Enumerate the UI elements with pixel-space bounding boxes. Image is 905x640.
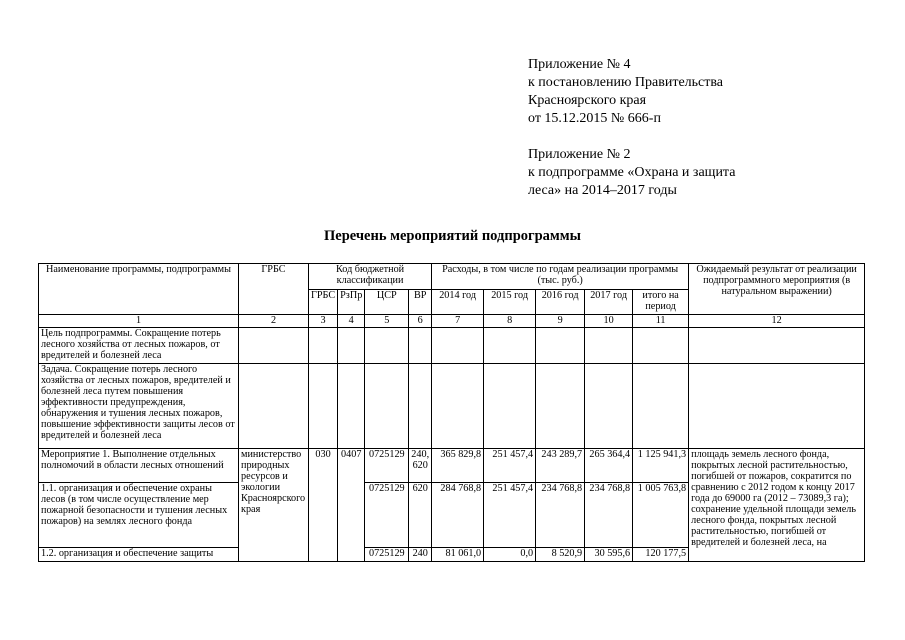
header-grbs: ГРБС	[239, 264, 309, 315]
row-2016: 243 289,7	[536, 449, 585, 483]
header-budget-code: Код бюджетной классификации	[309, 264, 432, 290]
subheader-csr: ЦСР	[365, 290, 409, 315]
row-grbs-name: министерство природных ресурсов и экологии Красноярского края	[239, 449, 309, 562]
row-total: 1 125 941,3	[633, 449, 689, 483]
column-number: 1	[39, 315, 239, 328]
column-number: 3	[309, 315, 338, 328]
row-name: 1.1. организация и обеспечение охраны лесов (в том числе осуществление мер пожарной безопасности и тушения лесных пожаров) на землях лесного фонда	[39, 483, 239, 548]
region-label: Красноярского края	[528, 93, 647, 108]
to-subprogram-label: к подпрограмме «Охрана и защита	[528, 165, 736, 180]
header-expected-result: Ожидаемый результат от реализации подпрограммного мероприятия (в натуральном выражении)	[689, 264, 865, 315]
task-row	[39, 364, 865, 449]
subheader-grbs: ГРБС	[309, 290, 338, 315]
row-name: Мероприятие 1. Выполнение отдельных полномочий в области лесных отношений	[39, 449, 239, 483]
goal-row	[39, 328, 865, 364]
column-number: 11	[633, 315, 689, 328]
row-csr: 0725129	[365, 449, 409, 483]
appendix-2-label: Приложение № 2	[528, 147, 631, 162]
header-expenses: Расходы, в том числе по годам реализации программы (тыс. руб.)	[432, 264, 689, 290]
column-number: 4	[338, 315, 365, 328]
column-number: 12	[689, 315, 865, 328]
row-2017: 30 595,6	[585, 548, 633, 562]
row-csr: 0725129	[365, 548, 409, 562]
row-vr: 240, 620	[409, 449, 432, 483]
column-number: 9	[536, 315, 585, 328]
activities-table	[38, 263, 865, 562]
row-grbs-code: 030	[309, 449, 338, 562]
subprogram-years-label: леса» на 2014–2017 годы	[528, 183, 677, 198]
subheader-2014: 2014 год	[432, 290, 484, 315]
row-csr: 0725129	[365, 483, 409, 548]
subheader-vr: ВР	[409, 290, 432, 315]
column-number: 5	[365, 315, 409, 328]
row-2016: 8 520,9	[536, 548, 585, 562]
column-number: 7	[432, 315, 484, 328]
row-expected-result: площадь земель лесного фонда, покрытых лесной растительностью, погибшей от пожаров, сократится по сравнению с 2012 годом к концу 2017 года до 69000 га (2012 – 73089,3 га); сохранение удельной площади земель лесного фонда, покрытых лесной растительностью, погибшей от вредителей и болезней леса, на	[689, 449, 865, 562]
row-2017: 265 364,4	[585, 449, 633, 483]
subheader-2015: 2015 год	[484, 290, 536, 315]
row-2015: 0,0	[484, 548, 536, 562]
resolution-date-label: от 15.12.2015 № 666-п	[528, 111, 661, 126]
to-resolution-label: к постановлению Правительства	[528, 75, 724, 90]
row-2015: 251 457,4	[484, 483, 536, 548]
header-name: Наименование программы, подпрограммы	[39, 264, 239, 315]
task-text: Задача. Сокращение потерь лесного хозяйства от лесных пожаров, вредителей и болезней леса путем повышения эффективности предупреждения, обнаружения и тушения лесных пожаров, повышение эффективности защиты лесов от вредителей и болезней леса	[39, 364, 239, 449]
appendix-4-label: Приложение № 4	[528, 57, 631, 72]
row-2017: 234 768,8	[585, 483, 633, 548]
column-number: 8	[484, 315, 536, 328]
subheader-2016: 2016 год	[536, 290, 585, 315]
row-2014: 284 768,8	[432, 483, 484, 548]
subheader-2017: 2017 год	[585, 290, 633, 315]
row-2014: 81 061,0	[432, 548, 484, 562]
table-row	[39, 449, 865, 483]
row-name: 1.2. организация и обеспечение защиты	[39, 548, 239, 562]
subheader-total: итого на период	[633, 290, 689, 315]
row-2016: 234 768,8	[536, 483, 585, 548]
document-title: Перечень мероприятий подпрограммы	[324, 228, 581, 244]
goal-text: Цель подпрограммы. Сокращение потерь лесного хозяйства от лесных пожаров, от вредителей и болезней леса	[39, 328, 239, 364]
row-2014: 365 829,8	[432, 449, 484, 483]
row-total: 1 005 763,8	[633, 483, 689, 548]
column-number: 6	[409, 315, 432, 328]
row-total: 120 177,5	[633, 548, 689, 562]
subheader-rzpr: РзПр	[338, 290, 365, 315]
column-number: 10	[585, 315, 633, 328]
column-number: 2	[239, 315, 309, 328]
row-rzpr: 0407	[338, 449, 365, 562]
row-vr: 240	[409, 548, 432, 562]
row-vr: 620	[409, 483, 432, 548]
document-header	[528, 56, 735, 200]
row-2015: 251 457,4	[484, 449, 536, 483]
